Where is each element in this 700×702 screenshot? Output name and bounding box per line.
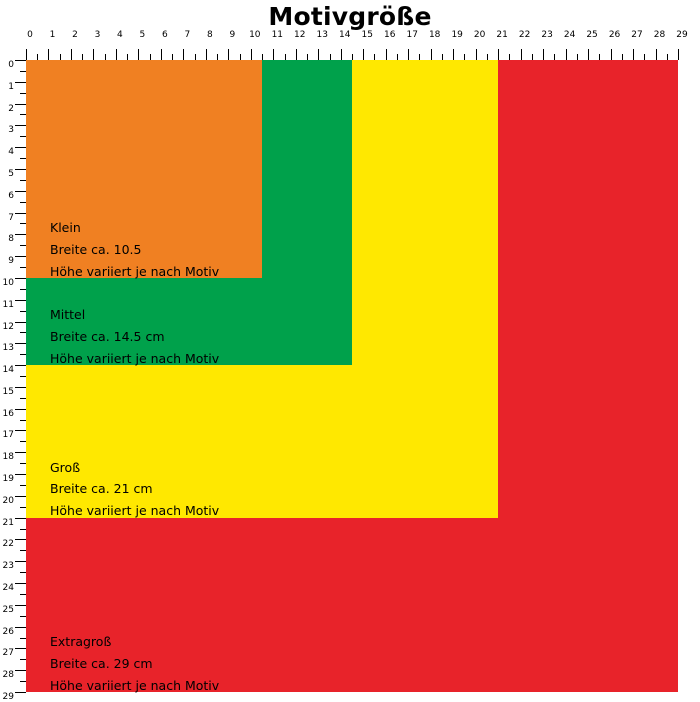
plot-area	[26, 60, 678, 692]
ruler-tick-major	[431, 49, 432, 60]
ruler-tick-label: 17	[406, 30, 418, 40]
ruler-tick-label: 29	[2, 692, 14, 702]
ruler-tick-major	[656, 49, 657, 60]
ruler-tick-major	[251, 49, 252, 60]
ruler-tick-major	[15, 60, 26, 61]
ruler-tick-label: 2	[72, 30, 78, 40]
ruler-tick-major	[15, 409, 26, 410]
ruler-tick-label: 8	[8, 234, 14, 245]
ruler-tick-label: 16	[2, 408, 14, 419]
ruler-tick-major	[15, 256, 26, 257]
size-width: Breite ca. 10.5	[50, 241, 142, 257]
ruler-tick-major	[363, 49, 364, 60]
size-name: Extragroß	[50, 633, 112, 649]
ruler-tick-label: 29	[676, 30, 688, 40]
ruler-tick-label: 10	[249, 30, 261, 40]
ruler-tick-major	[453, 49, 454, 60]
ruler-tick-major	[566, 49, 567, 60]
ruler-tick-label: 1	[8, 81, 14, 92]
ruler-tick-major	[318, 49, 319, 60]
ruler-tick-label: 13	[316, 30, 328, 40]
ruler-tick-label: 14	[339, 30, 351, 40]
ruler-tick-label: 20	[473, 30, 486, 40]
ruler-tick-major	[386, 49, 387, 60]
page-title: Motivgröße	[268, 2, 432, 31]
ruler-tick-major	[15, 300, 26, 301]
ruler-tick-label: 28	[2, 670, 14, 681]
ruler-tick-major	[183, 49, 184, 60]
ruler-tick-label: 0	[27, 30, 33, 40]
ruler-tick-label: 13	[2, 343, 14, 354]
ruler-tick-label: 24	[2, 583, 14, 594]
ruler-tick-major	[138, 49, 139, 60]
ruler-tick-label: 22	[2, 539, 14, 550]
ruler-tick-label: 1	[49, 30, 56, 40]
ruler-tick-label: 12	[294, 30, 306, 40]
ruler-tick-label: 23	[541, 30, 553, 40]
size-height-note: Höhe variiert je nach Motiv	[50, 263, 220, 279]
size-width: Breite ca. 21 cm	[50, 481, 153, 497]
size-height-note: Höhe variiert je nach Motiv	[50, 503, 220, 519]
ruler-left	[0, 60, 26, 702]
ruler-tick-major	[15, 692, 26, 693]
ruler-tick-label: 8	[206, 30, 213, 40]
size-width: Breite ca. 29 cm	[50, 655, 153, 671]
ruler-tick-label: 4	[8, 147, 14, 158]
ruler-tick-label: 18	[428, 30, 441, 40]
ruler-tick-major	[15, 365, 26, 366]
ruler-tick-label: 5	[139, 30, 146, 40]
ruler-tick-label: 6	[8, 190, 14, 201]
ruler-tick-label: 11	[271, 30, 284, 40]
ruler-tick-major	[476, 49, 477, 60]
ruler-tick-label: 11	[2, 299, 14, 310]
ruler-tick-major	[93, 49, 94, 60]
ruler-tick-label: 26	[2, 626, 14, 637]
ruler-tick-major	[15, 430, 26, 431]
ruler-tick-major	[273, 49, 274, 60]
ruler-tick-label: 3	[94, 30, 101, 40]
ruler-tick-major	[15, 169, 26, 170]
ruler-tick-label: 12	[2, 321, 14, 332]
ruler-tick-label: 5	[8, 168, 14, 179]
ruler-tick-major	[341, 49, 342, 60]
ruler-tick-label: 14	[2, 365, 14, 376]
size-height-note: Höhe variiert je nach Motiv	[50, 350, 220, 366]
ruler-tick-major	[71, 49, 72, 60]
ruler-tick-major	[543, 49, 544, 60]
ruler-tick-major	[521, 49, 522, 60]
size-name: Mittel	[50, 307, 86, 323]
ruler-tick-major	[15, 670, 26, 671]
ruler-tick-major	[206, 49, 207, 60]
ruler-tick-label: 20	[2, 495, 14, 506]
ruler-tick-major	[15, 583, 26, 584]
ruler-tick-major	[116, 49, 117, 60]
ruler-tick-major	[15, 627, 26, 628]
ruler-tick-major	[15, 561, 26, 562]
size-label-extragross	[50, 631, 219, 696]
ruler-tick-label: 16	[383, 30, 396, 40]
ruler-tick-major	[15, 322, 26, 323]
ruler-tick-label: 2	[8, 103, 14, 114]
ruler-tick-label: 9	[8, 256, 14, 267]
ruler-tick-major	[26, 49, 27, 60]
ruler-tick-label: 26	[608, 30, 621, 40]
ruler-tick-major	[15, 648, 26, 649]
ruler-tick-label: 10	[2, 277, 14, 288]
ruler-tick-major	[15, 147, 26, 148]
ruler-tick-label: 0	[8, 60, 14, 70]
ruler-tick-label: 15	[361, 30, 373, 40]
ruler-tick-major	[15, 213, 26, 214]
ruler-tick-label: 28	[653, 30, 666, 40]
size-name: Groß	[50, 459, 81, 475]
ruler-tick-label: 4	[117, 30, 123, 40]
ruler-tick-major	[633, 49, 634, 60]
ruler-tick-label: 18	[2, 452, 14, 463]
ruler-tick-label: 19	[2, 474, 14, 485]
ruler-tick-label: 27	[2, 648, 14, 659]
ruler-tick-major	[15, 539, 26, 540]
ruler-tick-label: 23	[2, 561, 14, 572]
size-label-mittel	[50, 304, 219, 369]
ruler-tick-major	[15, 387, 26, 388]
ruler-tick-major	[498, 49, 499, 60]
ruler-tick-label: 7	[184, 30, 191, 40]
ruler-tick-label: 15	[2, 386, 14, 397]
ruler-tick-major	[48, 49, 49, 60]
ruler-tick-label: 9	[229, 30, 236, 40]
ruler-tick-major	[588, 49, 589, 60]
ruler-tick-major	[408, 49, 409, 60]
size-width: Breite ca. 14.5 cm	[50, 328, 165, 344]
ruler-tick-major	[15, 125, 26, 126]
size-label-klein	[50, 217, 219, 282]
ruler-tick-major	[15, 82, 26, 83]
ruler-tick-label: 25	[586, 30, 598, 40]
ruler-tick-label: 27	[631, 30, 643, 40]
ruler-tick-major	[15, 278, 26, 279]
size-name: Klein	[50, 219, 81, 235]
ruler-tick-major	[15, 605, 26, 606]
size-height-note: Höhe variiert je nach Motiv	[50, 677, 220, 693]
ruler-tick-major	[15, 474, 26, 475]
ruler-tick-major	[15, 518, 26, 519]
ruler-tick-major	[296, 49, 297, 60]
ruler-tick-major	[678, 49, 679, 60]
ruler-tick-major	[15, 496, 26, 497]
ruler-tick-label: 21	[496, 30, 508, 40]
ruler-tick-major	[15, 104, 26, 105]
size-label-gross	[50, 457, 219, 522]
ruler-tick-major	[15, 343, 26, 344]
ruler-tick-label: 3	[8, 125, 14, 136]
ruler-tick-major	[15, 234, 26, 235]
ruler-tick-label: 19	[451, 30, 463, 40]
ruler-tick-label: 24	[563, 30, 576, 40]
ruler-tick-label: 7	[8, 212, 14, 223]
ruler-tick-label: 25	[2, 604, 14, 615]
ruler-top	[26, 30, 688, 60]
ruler-tick-major	[611, 49, 612, 60]
ruler-tick-label: 21	[2, 517, 14, 528]
ruler-tick-major	[228, 49, 229, 60]
ruler-tick-label: 22	[518, 30, 531, 40]
ruler-tick-major	[161, 49, 162, 60]
ruler-tick-label: 6	[162, 30, 168, 40]
ruler-tick-label: 17	[2, 430, 14, 441]
ruler-tick-major	[15, 191, 26, 192]
ruler-tick-major	[15, 452, 26, 453]
